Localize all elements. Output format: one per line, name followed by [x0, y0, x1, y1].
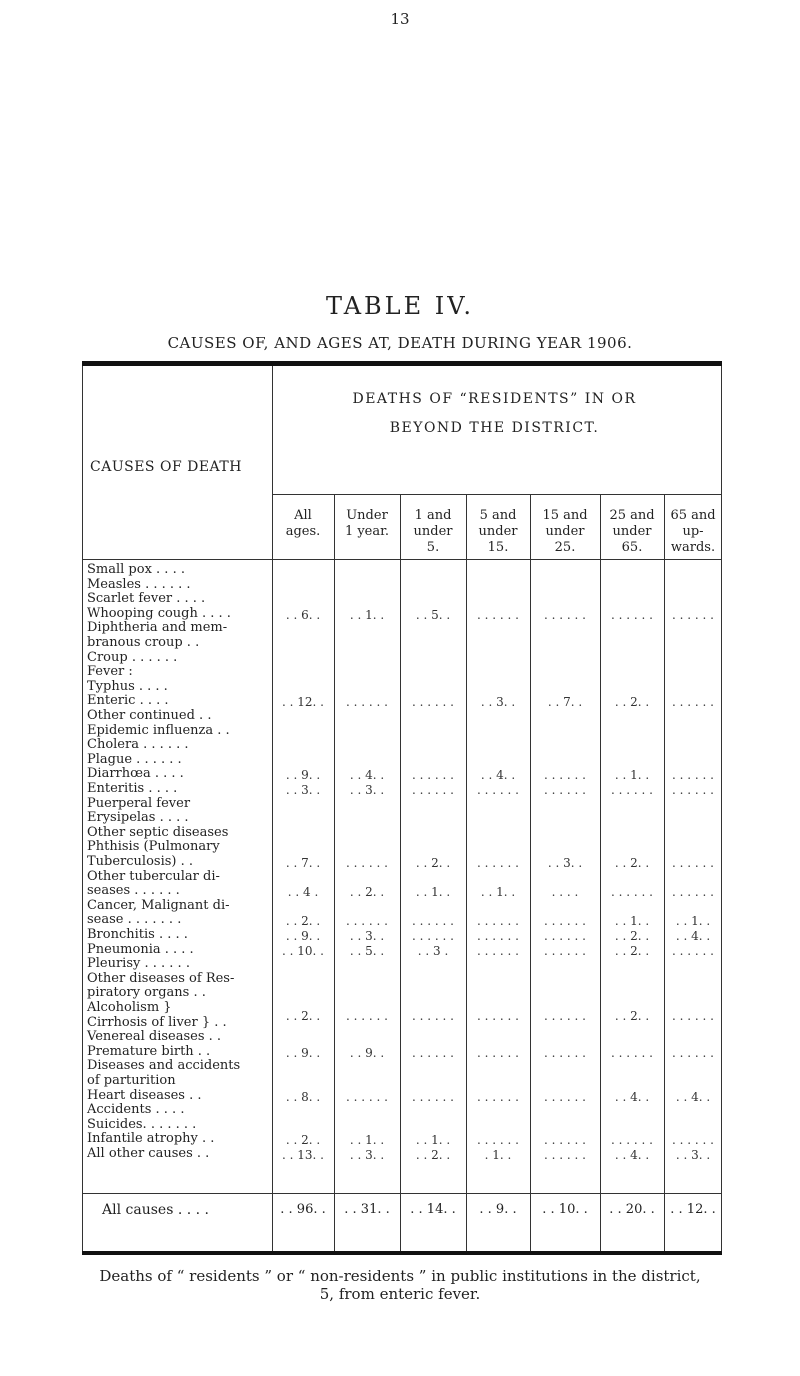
column-header-line: under [612, 524, 652, 539]
table-cell: . . . . . . [477, 1045, 519, 1060]
cause-label: Premature birth . . [87, 1043, 211, 1059]
residents-heading-line2: BEYOND THE DISTRICT. [389, 420, 600, 436]
cause-label: Other continued . . [87, 708, 212, 723]
column-header-line: under [478, 524, 518, 539]
table-cell: . . . . . . [544, 914, 586, 929]
cause-label: seases . . . . . . [87, 883, 180, 899]
table-cell: . . . . . . [412, 1045, 454, 1060]
totals-rule [82, 1193, 722, 1194]
cause-label: Puerperal fever [87, 795, 191, 811]
table-cell: . . 2. . [614, 943, 650, 958]
table-cell: . . . . . . [611, 1133, 653, 1148]
table-cell: . . 1. . [349, 607, 385, 622]
table-cell: . . . . . . [672, 768, 714, 783]
column-header [272, 508, 334, 540]
table-cell: . . 1. . [675, 914, 711, 929]
cause-label: Suicides. . . . . . . [87, 1116, 197, 1132]
table-cell: . . . . . . [672, 885, 714, 900]
cause-label: Alcoholism } [87, 1000, 172, 1015]
column-divider [664, 494, 665, 1251]
table-cell: . . . . . . [544, 783, 586, 797]
table-cell: . . . . . . [672, 943, 714, 958]
cause-label: Typhus . . . . [87, 678, 168, 694]
cause-label: Scarlet fever . . . . [87, 591, 206, 607]
footnote-line2: 5, from enteric fever. [319, 1285, 481, 1303]
cause-label: Heart diseases . . [87, 1087, 202, 1103]
residents-heading [272, 385, 717, 443]
table-cell: . . . . . . [672, 783, 714, 797]
cause-label: piratory organs . . [87, 985, 206, 1001]
cause-label: Diseases and accidents [87, 1058, 241, 1074]
table-cell: . . 2. . [285, 1133, 321, 1148]
header-bottom-rule [82, 559, 722, 560]
table-cell: . . . . . . [544, 1133, 586, 1148]
table-cell: . . . . . . [672, 1045, 714, 1060]
table-cell: . . . . . . [346, 914, 388, 929]
table-cell: . . . . . . [477, 783, 519, 797]
total-cell: . . 10. . [542, 1202, 588, 1217]
cause-label: All other causes . . [87, 1146, 210, 1161]
table-cell: . . 7. . [285, 856, 321, 870]
cause-label: Diarrhœa . . . . [87, 766, 184, 782]
table-cell: . . . . . . [544, 929, 586, 943]
table-cell: . . 4. . [349, 768, 385, 783]
cause-label: Pleurisy . . . . . . [87, 956, 190, 972]
table-cell: . . 1. . [415, 885, 451, 900]
column-header-line: 1 and [414, 508, 452, 523]
table-top-rule [82, 361, 722, 366]
table-cell: . . 1. . [614, 768, 650, 783]
column-header-line: 15. [487, 540, 509, 555]
table-cell: . . . . . . [346, 1089, 388, 1104]
column-divider [530, 494, 531, 1251]
table-cell: . . . . . . [544, 1009, 586, 1024]
column-header-line: ages. [285, 524, 321, 539]
cause-label: Phthisis (Pulmonary [87, 839, 220, 855]
table-cell: . . . . . . [544, 1089, 586, 1104]
table-cell: . 1. . [484, 1148, 512, 1162]
table-cell: . . . . . . [346, 695, 388, 710]
table-cell: . . . . . . [412, 929, 454, 943]
column-header-line: wards. [670, 540, 716, 555]
column-header-line: under [545, 524, 585, 539]
table-cell: . . . . . . [412, 695, 454, 710]
column-header-line: 25 and [609, 508, 655, 523]
column-header-line: up- [682, 524, 704, 539]
table-cell: . . 6. . [285, 607, 321, 622]
cause-label: Fever : [87, 664, 133, 680]
table-cell: . . . . . . [412, 1009, 454, 1024]
cause-label: Small pox . . . . [87, 562, 185, 577]
column-header [530, 508, 600, 556]
column-divider [600, 494, 601, 1251]
table-cell: . . . . . . [412, 768, 454, 783]
cause-label: Bronchitis . . . . [87, 927, 188, 942]
residents-heading-line1: DEATHS OF “RESIDENTS” IN OR [352, 391, 637, 407]
column-header-line: Under [346, 508, 388, 523]
table-cell: . . 3. . [675, 1148, 711, 1162]
cause-label: Diphtheria and mem- [87, 620, 228, 636]
table-cell: . . 2. . [349, 885, 385, 900]
cause-label: Cholera . . . . . . [87, 737, 189, 753]
total-cell: . . 96. . [280, 1202, 326, 1217]
table-cell: . . . . . . [477, 607, 519, 622]
table-cell: . . . . . . [544, 1148, 586, 1162]
table-cell: . . 12. . [282, 695, 324, 710]
column-header-line: 25. [554, 540, 576, 555]
total-cell: . . 20. . [609, 1202, 655, 1217]
cause-label: Whooping cough . . . . [87, 605, 231, 621]
table-cell: . . 9. . [285, 1045, 321, 1060]
table-cell: . . 3. . [349, 929, 385, 943]
table-cell: . . . . . . [611, 885, 653, 900]
table-cell: . . 1. . [415, 1133, 451, 1148]
deaths-table [82, 361, 722, 1261]
column-divider [466, 494, 467, 1251]
cause-label: Pneumonia . . . . [87, 941, 194, 957]
table-cell: . . . . . . [544, 943, 586, 958]
table-cell: . . 1. . [480, 885, 516, 900]
table-cell: . . 5. . [415, 607, 451, 622]
column-header [466, 508, 530, 556]
header-divider [272, 494, 722, 495]
table-subtitle: CAUSES OF, AND AGES AT, DEATH DURING YEAR 1906. [167, 334, 633, 352]
table-cell: . . . . . . [672, 856, 714, 870]
table-cell: . . 9. . [285, 768, 321, 783]
table-cell: . . . . . . [477, 856, 519, 870]
cause-label: branous croup . . [87, 635, 200, 650]
table-cell: . . 3. . [547, 856, 583, 870]
table-cell: . . 2. . [614, 1009, 650, 1024]
table-bottom-rule [82, 1251, 722, 1255]
cause-label: Other septic diseases [87, 824, 229, 840]
column-header-line: All [294, 508, 312, 523]
cause-label: Other tubercular di- [87, 868, 220, 884]
table-cell: . . 2. . [285, 914, 321, 929]
table-cell: . . 1. . [614, 914, 650, 929]
table-cell: . . . . . . [611, 783, 653, 797]
table-cell: . . . . . . [477, 943, 519, 958]
cause-label: Accidents . . . . [87, 1102, 185, 1118]
table-cell: . . 13. . [282, 1148, 324, 1162]
footnote-line1: Deaths of “ residents ” or “ non-residents ” in public institutions in the district, [99, 1267, 701, 1285]
table-cell: . . 4. . [675, 929, 711, 943]
table-cell: . . 5. . [349, 943, 385, 958]
total-cell: . . 12. . [670, 1202, 716, 1217]
table-cell: . . . . . . [672, 1133, 714, 1148]
cause-label: Erysipelas . . . . [87, 810, 189, 826]
table-cell: . . 3 . [417, 943, 449, 958]
table-cell: . . 4. . [480, 768, 516, 783]
table-cell: . . . . . . [412, 1089, 454, 1104]
table-cell: . . . . . . [611, 607, 653, 622]
column-header-line: 65. [621, 540, 643, 555]
column-header [400, 508, 466, 556]
table-cell: . . . . . . [477, 1089, 519, 1104]
cause-label: Plague . . . . . . [87, 751, 182, 767]
table-cell: . . 7. . [547, 695, 583, 710]
table-cell: . . . . . . [477, 1009, 519, 1024]
cause-label: Cirrhosis of liver } . . [87, 1014, 227, 1030]
table-cell: . . . . . . [412, 914, 454, 929]
column-header [664, 508, 722, 556]
table-cell: . . . . . . [544, 768, 586, 783]
page-number: 13 [390, 10, 410, 28]
table-cell: . . . . . . [544, 1045, 586, 1060]
table-cell: . . 2. . [614, 929, 650, 943]
cause-label: Tuberculosis) . . [87, 854, 194, 869]
table-cell: . . . . . . [672, 1009, 714, 1024]
column-header-line: 15 and [542, 508, 588, 523]
table-left-border [82, 366, 83, 1251]
column-header [334, 508, 400, 540]
table-cell: . . 2. . [415, 856, 451, 870]
column-header-line: 1 year. [344, 524, 390, 539]
table-cell: . . 3. . [480, 695, 516, 710]
cause-label: of parturition [87, 1073, 176, 1088]
cause-label: Croup . . . . . . [87, 649, 178, 665]
table-right-border [721, 366, 722, 1251]
column-header-line: 65 and [670, 508, 716, 523]
total-cell: . . 31. . [344, 1202, 390, 1217]
cause-label: Enteritis . . . . [87, 781, 178, 796]
table-cell: . . . . . . [412, 783, 454, 797]
table-cell: . . 4. . [614, 1089, 650, 1104]
table-title: TABLE IV. [326, 292, 474, 320]
table-cell: . . . . [551, 885, 579, 900]
table-cell: . . 9. . [349, 1045, 385, 1060]
table-cell: . . . . . . [477, 929, 519, 943]
column-divider [400, 494, 401, 1251]
cause-label: Cancer, Malignant di- [87, 897, 230, 913]
table-cell: . . 3. . [349, 783, 385, 797]
cause-label: Enteric . . . . [87, 693, 169, 709]
cause-label: Measles . . . . . . [87, 576, 191, 592]
table-cell: . . 4. . [614, 1148, 650, 1162]
table-cell: . . 1. . [349, 1133, 385, 1148]
table-cell: . . 3. . [349, 1148, 385, 1162]
table-cell: . . 2. . [415, 1148, 451, 1162]
table-cell: . . 3. . [285, 783, 321, 797]
cause-label: Other diseases of Res- [87, 970, 235, 986]
table-cell: . . . . . . [672, 607, 714, 622]
table-cell: . . 4 . [287, 885, 319, 900]
table-cell: . . . . . . [346, 856, 388, 870]
table-cell: . . 2. . [614, 695, 650, 710]
column-header [600, 508, 664, 556]
table-cell: . . . . . . [477, 1133, 519, 1148]
total-cell: . . 9. . [479, 1202, 517, 1217]
table-cell: . . 2. . [285, 1009, 321, 1024]
cause-label: sease . . . . . . . [87, 912, 182, 928]
causes-column-divider [272, 366, 273, 1251]
cause-label: Venereal diseases . . [87, 1029, 222, 1045]
footnote [0, 1267, 800, 1303]
column-header-line: 5 and [479, 508, 517, 523]
column-header-line: under [413, 524, 453, 539]
table-cell: . . . . . . [544, 607, 586, 622]
table-cell: . . . . . . [611, 1045, 653, 1060]
table-cell: . . 8. . [285, 1089, 321, 1104]
table-cell: . . 10. . [282, 943, 324, 958]
table-cell: . . 4. . [675, 1089, 711, 1104]
table-cell: . . 2. . [614, 856, 650, 870]
total-cell: . . 14. . [410, 1202, 456, 1217]
causes-heading: CAUSES OF DEATH [90, 459, 242, 475]
table-cell: . . 9. . [285, 929, 321, 943]
table-cell: . . . . . . [477, 914, 519, 929]
table-cell: . . . . . . [672, 695, 714, 710]
cause-label: Epidemic influenza . . [87, 722, 230, 738]
column-header-line: 5. [426, 540, 440, 555]
table-cell: . . . . . . [346, 1009, 388, 1024]
column-divider [334, 494, 335, 1251]
totals-label: All causes . . . . [102, 1202, 209, 1218]
cause-label: Infantile atrophy . . [87, 1131, 215, 1147]
